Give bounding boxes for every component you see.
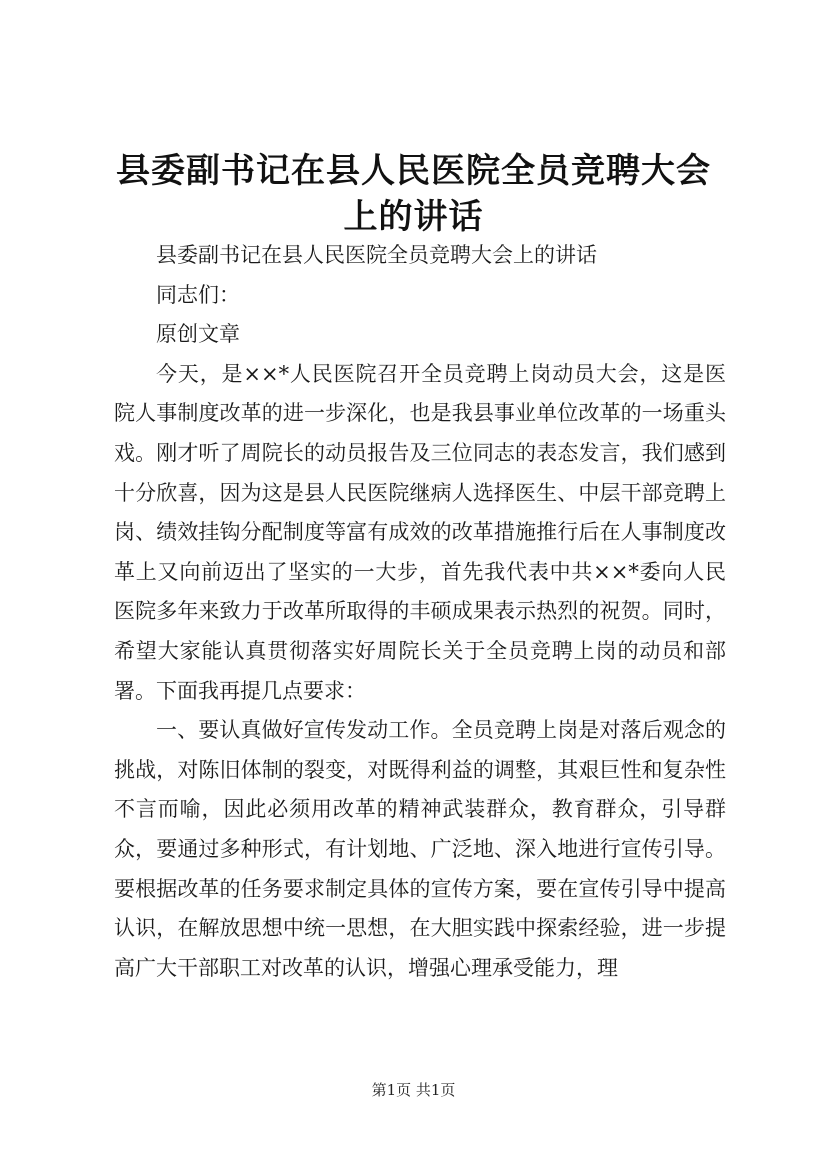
subtitle-paragraph: 县委副书记在县人民医院全员竞聘大会上的讲话 [156,243,597,267]
page-footer: 第1页 共1页 [371,1081,456,1099]
document-body [114,236,726,988]
document-title: 县委副书记在县人民医院全员竞聘大会上的讲话 [116,151,711,237]
original-article-note: 原创文章 [156,322,240,347]
body-paragraph: 一、要认真做好宣传发动工作。全员竞聘上岗是对落后观念的挑战，对陈旧体制的裂变，对既得利益的调整，其艰巨性和复杂性不言而喻，因此必须用改革的精神武装群众，教育群众，引导群众，要通过多种形式，有计划地、广泛地、深入地进行宣传引导。要根据改革的任务要求制定具体的宣传方案，要在宣传引导中提高认识，在解放思想中统一思想，在大胆实践中探索经验，进一步提高广大干部职工对改革的认识，增强心理承受能力，理 [114,718,726,980]
body-paragraph: 今天，是××*人民医院召开全员竞聘上岗动员大会，这是医院人事制度改革的进一步深化，也是我县事业单位改革的一场重头戏。刚才听了周院长的动员报告及三位同志的表态发言，我们感到十分欣喜，因为这是县人民医院继病人选择医生、中层干部竞聘上岗、绩效挂钩分配制度等富有成效的改革措施推行后在人事制度改革上又向前迈出了坚实的一大步，首先我代表中共××*委向人民医院多年来致力于改革所取得的丰硕成果表示热烈的祝贺。同时，希望大家能认真贯彻落实好周院长关于全员竞聘上岗的动员和部署。下面我再提几点要求： [114,361,726,703]
salutation-paragraph: 同志们： [156,282,240,307]
